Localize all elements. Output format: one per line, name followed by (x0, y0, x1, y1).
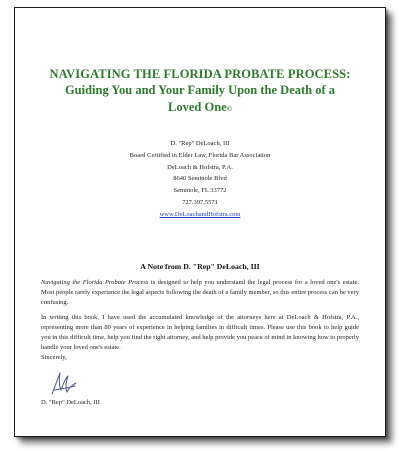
copyright-mark: © (226, 105, 232, 113)
city-state-zip: Seminole, FL 33772 (173, 187, 227, 195)
paragraph-intro (41, 278, 359, 308)
author-block (15, 138, 385, 221)
signer-name: D. "Rep" DeLoach, III (41, 399, 100, 406)
phone-number: 727.397.5571 (182, 198, 218, 206)
signature-image (48, 370, 80, 398)
note-heading: A Note from D. "Rep" DeLoach, III (140, 262, 260, 271)
firm-name: DeLoach & Hofstra, P.A. (167, 163, 233, 171)
author-credential: Board Certified in Elder Law, Florida Bar Association (129, 151, 271, 159)
street-address: 8640 Seminole Blvd (173, 175, 227, 183)
author-name: D. "Rep" DeLoach, III (170, 140, 230, 147)
paragraph-experience: In writing this book, I have used the accumulated knowledge of the attorneys here at DeLoach & Hofstra, P.A., representing more than 80 years of experience in helping families in difficult times. Please use this book to help guide you in this difficult time, help you find the right attorney, and help provide you peace of mind in knowing how to properly handle your loved one's estate. (41, 314, 359, 351)
subtitle-text: Guiding You and Your Family Upon the Death of a Loved One (64, 83, 336, 114)
website-link[interactable]: www.DeLoachandHofstra.com (159, 210, 241, 218)
book-title-italic: Navigating the Florida Probate Process (41, 279, 149, 286)
document-page (14, 7, 386, 437)
paragraph-intro-text: is designed to help you understand the legal process for a loved one's estate. Most people rarely experience the legal aspects following the death of a family member, so this entire process can be very confusing. (41, 279, 359, 306)
document-subtitle (55, 82, 345, 118)
document-title: NAVIGATING THE FLORIDA PROBATE PROCESS: (49, 67, 351, 81)
closing-salutation: Sincerely, (41, 354, 67, 361)
